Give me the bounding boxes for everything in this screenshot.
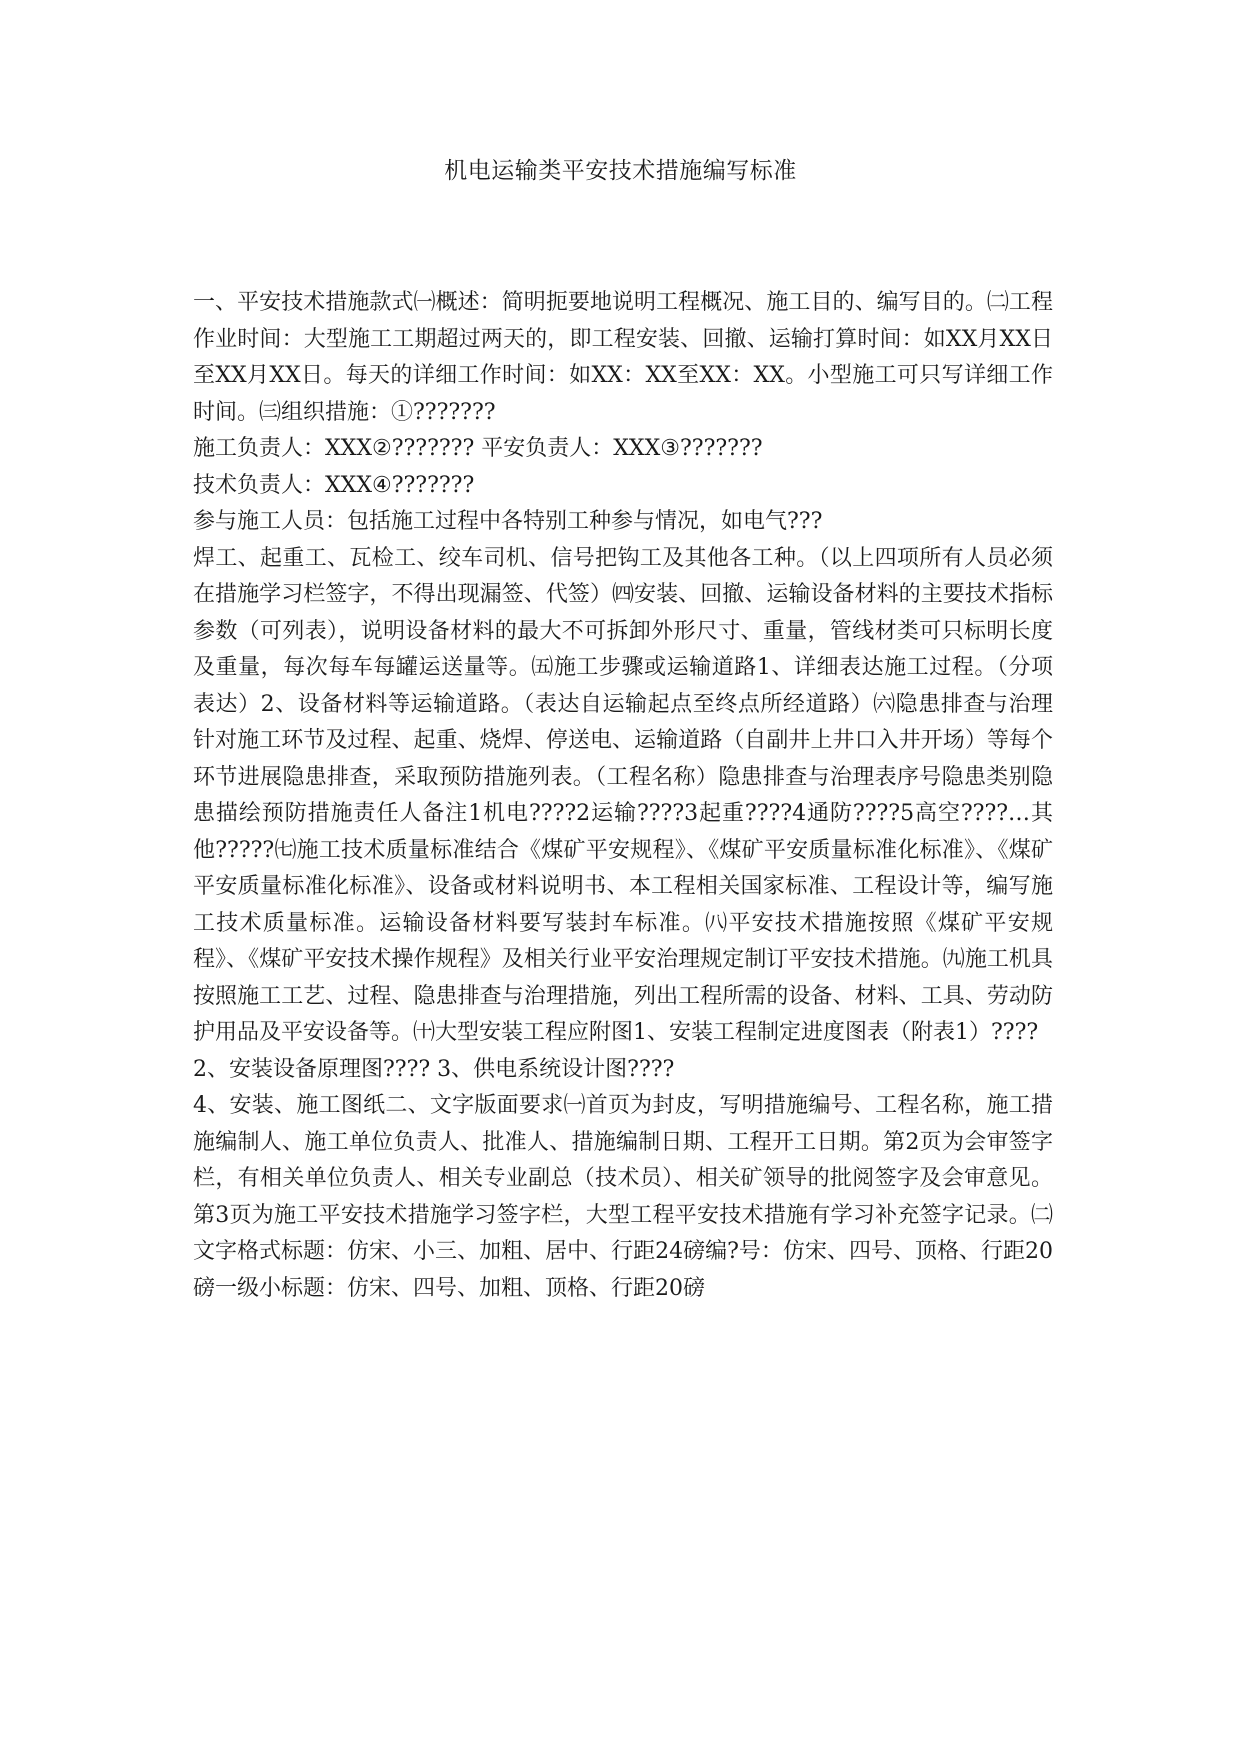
paragraph-technical-leader: 技术负责人：XXX④??????? (193, 472, 475, 498)
paragraph-participants: 参与施工人员：包括施工过程中各特别工种参与情况，如电气??? (193, 509, 823, 534)
document-body (193, 285, 1053, 1307)
paragraph-construction-leader: 施工负责人：XXX②??????? 平安负责人：XXX③??????? (193, 436, 763, 461)
paragraph-format-requirements: 4、安装、施工图纸二、文字版面要求㈠首页为封皮，写明措施编号、工程名称，施工措施编制人、施工单位负责人、批准人、措施编制日期、工程开工日期。第2页为会审签字栏，有相关单位负责人、相关专业副总（技术员）、相关矿领导的批阅签字及会审意见。第3页为施工平安技术措施学习签字栏，大型工程平安技术措施有学习补充签字记录。㈡文字格式标题：仿宋、小三、加粗、居中、行距24磅编?号：仿宋、四号、顶格、行距20磅一级小标题：仿宋、四号、加粗、顶格、行距20磅 (193, 1093, 1053, 1301)
paragraph-workers-and-steps: 焊工、起重工、瓦检工、绞车司机、信号把钩工及其他各工种。（以上四项所有人员必须在措施学习栏签字，不得出现漏签、代签）㈣安装、回撤、运输设备材料的主要技术指标参数（可列表），说明设备材料的最大不可拆卸外形尺寸、重量，管线材类可只标明长度及重量，每次每车每罐运送量等。㈤施工步骤或运输道路1、详细表达施工过程。（分项表达）2、设备材料等运输道路。（表达自运输起点至终点所经道路）㈥隐患排查与治理针对施工环节及过程、起重、烧焊、停送电、运输道路（自副井上井口入井开场）等每个环节进展隐患排查，采取预防措施列表。（工程名称）隐患排查与治理表序号隐患类别隐患描绘预防措施责任人备注1机电????2运输????3起重????4通防????5高空????…其他?????㈦施工技术质量标准结合《煤矿平安规程》、《煤矿平安质量标准化标准》、《煤矿平安质量标准化标准》、设备或材料说明书、本工程相关国家标准、工程设计等，编写施工技术质量标准。运输设备材料要写装封车标准。㈧平安技术措施按照《煤矿平安规程》、《煤矿平安技术操作规程》及相关行业平安治理规定制订平安技术措施。㈨施工机具按照施工工艺、过程、隐患排查与治理措施，列出工程所需的设备、材料、工具、劳动防护用品及平安设备等。㈩大型安装工程应附图1、安装工程制定进度图表（附表1）???? (193, 545, 1053, 1045)
paragraph-attachments: 2、安装设备原理图???? 3、供电系统设计图???? (193, 1056, 675, 1082)
paragraph-overview: 一、平安技术措施款式㈠概述：简明扼要地说明工程概况、施工目的、编写目的。㈡工程作业时间：大型施工工期超过两天的，即工程安装、回撤、运输打算时间：如XX月XX日至XX月XX日。每天的详细工作时间：如XX：XX至XX：XX。小型施工可只写详细工作时间。㈢组织措施：①??????? (193, 290, 1053, 425)
document-title: 机电运输类平安技术措施编写标准 (444, 158, 797, 184)
